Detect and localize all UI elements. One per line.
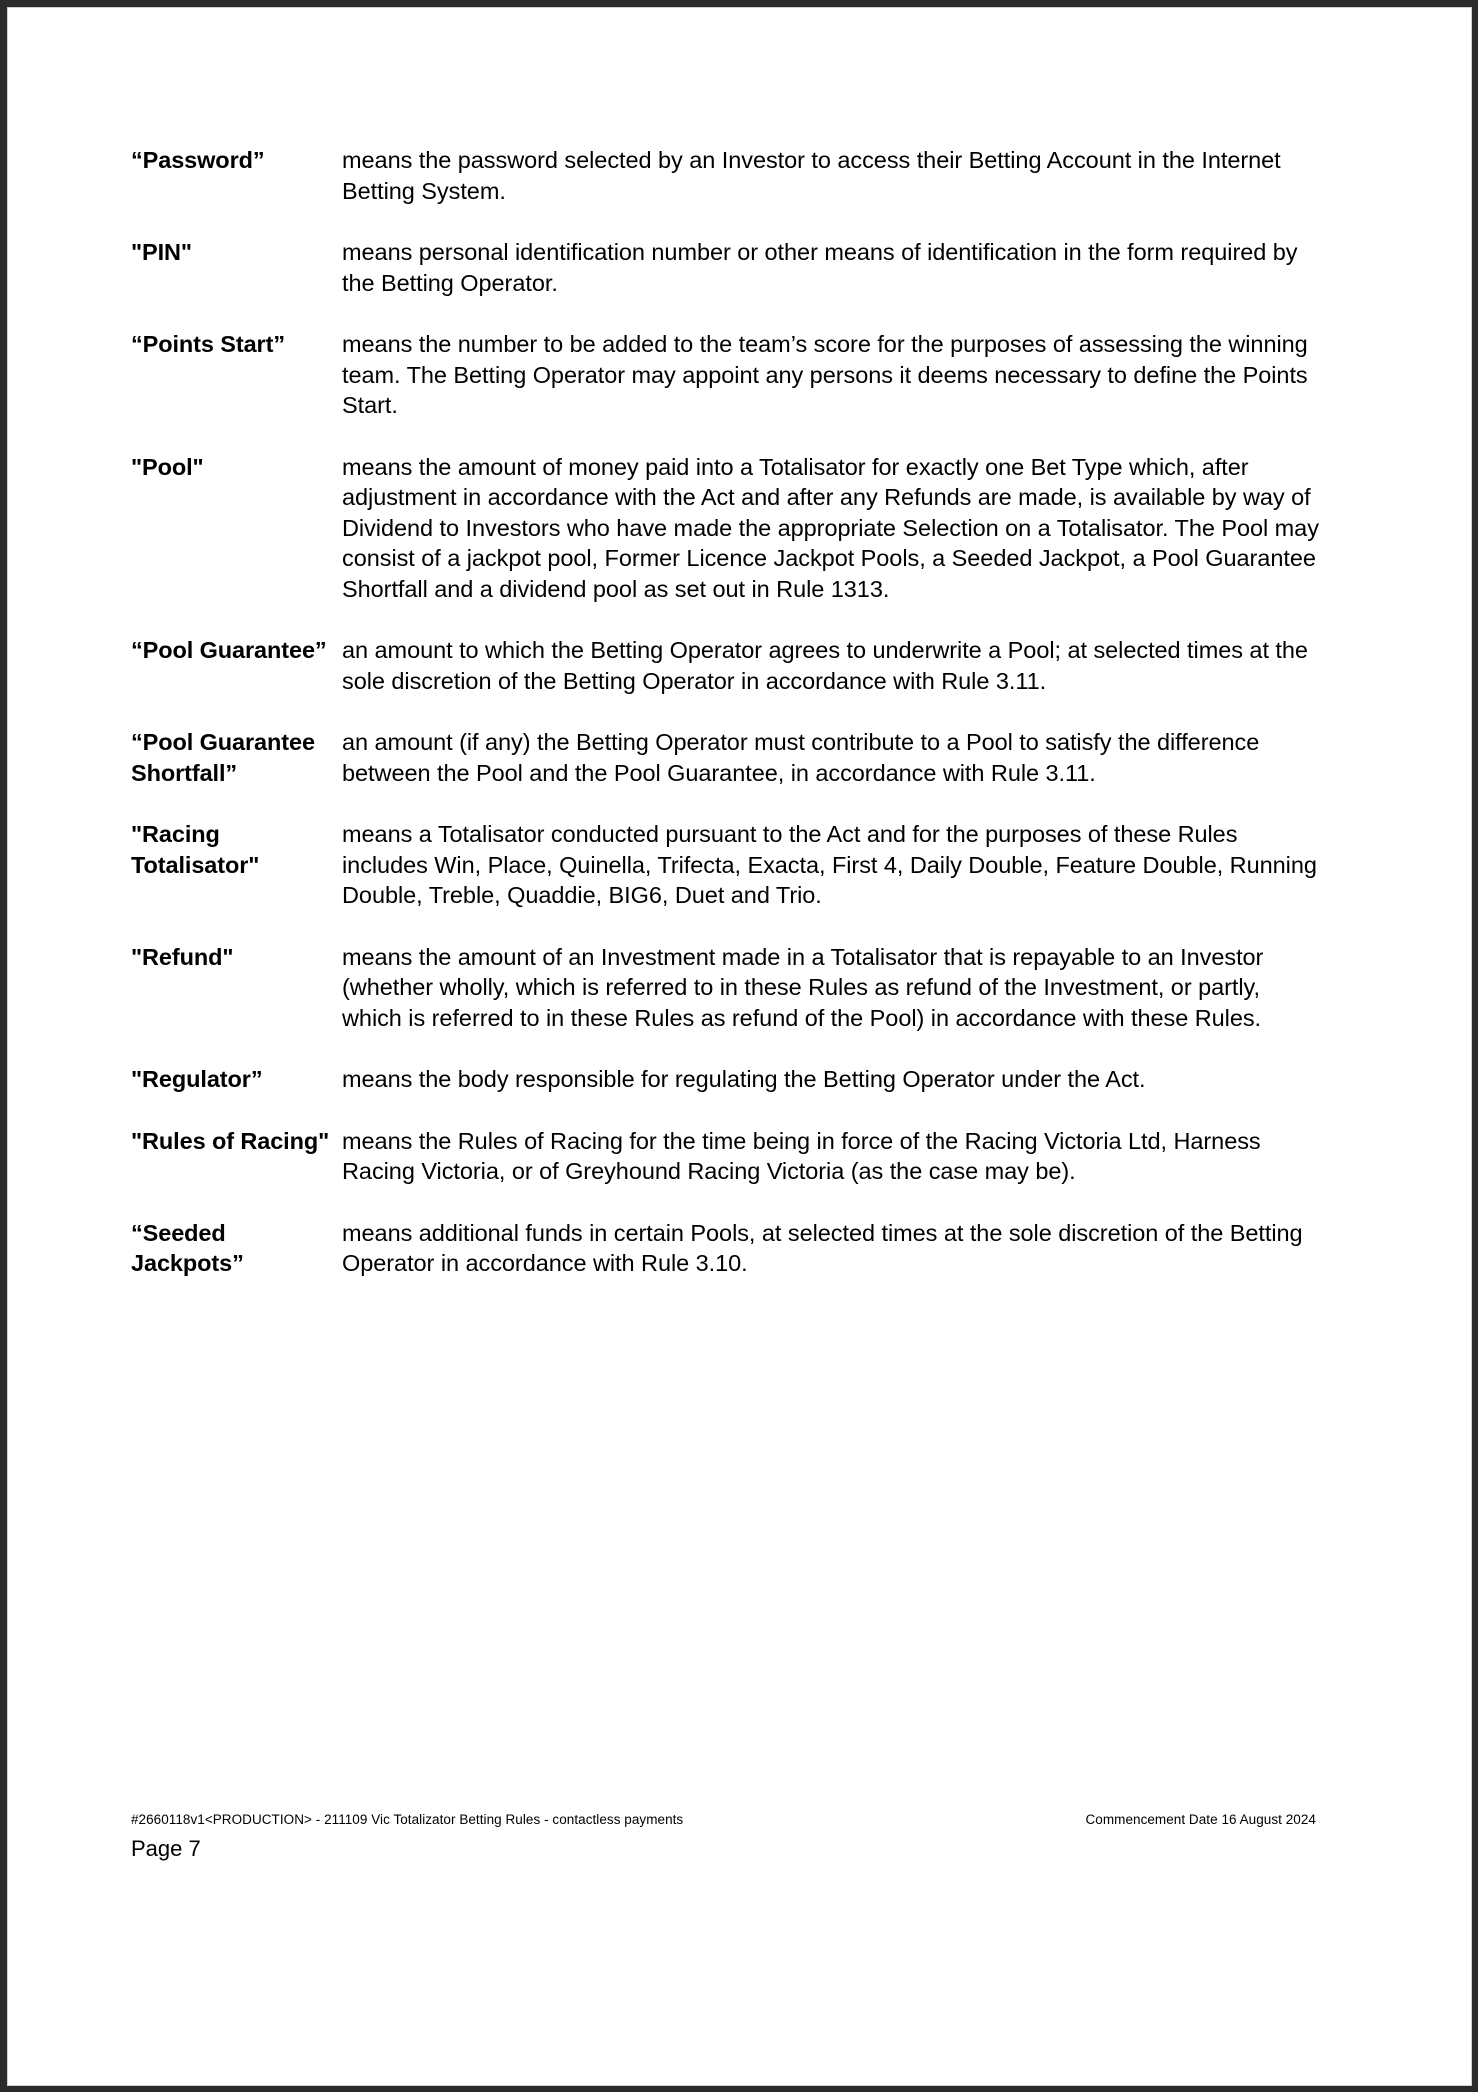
- definition-text: means the amount of an Investment made in a Totalisator that is repayable to an Investor (whether wholly, which is referred to in these Rules as refund of the Investment, or partly, which is referred to in these Rules as refund of the Pool) in accordance with these Rules.: [342, 943, 1264, 1031]
- definition-term: "PIN": [131, 239, 192, 265]
- definition-text: means the Rules of Racing for the time being in force of the Racing Victoria Ltd, Harness Racing Victoria, or of Greyhound Racing Victoria (as the case may be).: [342, 1127, 1261, 1184]
- definition-entry: [131, 145, 1321, 206]
- definition-term: "Regulator”: [131, 1066, 263, 1092]
- page-footer: [131, 1811, 1368, 1862]
- definitions-list: [131, 145, 1321, 1310]
- definition-text: means personal identification number or other means of identification in the form required by the Betting Operator.: [342, 239, 1298, 296]
- definition-term: "Refund": [131, 943, 234, 970]
- definition-text: an amount (if any) the Betting Operator must contribute to a Pool to satisfy the difference between the Pool and the Pool Guarantee, in accordance with Rule 3.11.: [342, 729, 1260, 786]
- definition-term: “Password”: [131, 147, 265, 173]
- definition-entry: [131, 237, 1321, 298]
- document-page: [7, 7, 1472, 2086]
- definition-term: "Racing Totalisator": [131, 821, 260, 878]
- definition-entry: [131, 452, 1321, 605]
- definition-entry: [131, 942, 1321, 1034]
- definition-term: "Pool": [131, 453, 204, 480]
- definition-entry: [131, 727, 1321, 788]
- definition-text: means the amount of money paid into a Totalisator for exactly one Bet Type which, after adjustment in accordance with the Act and after any Refunds are made, is available by way of Dividend to Investors who have made the appropriate Selection on a Totalisator. The Pool may consist of a jackpot pool, Former Licence Jackpot Pools, a Seeded Jackpot, a Pool Guarantee Shortfall and a dividend pool as set out in Rule 1313.: [342, 453, 1319, 602]
- definition-text: means additional funds in certain Pools, at selected times at the sole discretion of the Betting Operator in accordance with Rule 3.10.: [342, 1219, 1303, 1276]
- definition-text: an amount to which the Betting Operator agrees to underwrite a Pool; at selected times at the sole discretion of the Betting Operator in accordance with Rule 3.11.: [342, 637, 1308, 694]
- definition-text: means the body responsible for regulating the Betting Operator under the Act.: [342, 1066, 1146, 1092]
- definition-entry: [131, 819, 1321, 911]
- footer-commencement-date: Commencement Date 16 August 2024: [1085, 1812, 1316, 1827]
- definition-term: “Pool Guarantee”: [131, 637, 327, 663]
- definition-entry: [131, 329, 1321, 421]
- definition-entry: [131, 1218, 1321, 1279]
- definition-entry: [131, 1064, 1321, 1095]
- definition-text: means the password selected by an Investor to access their Betting Account in the Internet Betting System.: [342, 147, 1281, 204]
- definition-term: “Pool Guarantee Shortfall”: [131, 729, 315, 786]
- definition-text: means the number to be added to the team’s score for the purposes of assessing the winning team. The Betting Operator may appoint any persons it deems necessary to define the Points Start.: [342, 331, 1308, 418]
- definition-entry: [131, 635, 1321, 696]
- definition-term: “Points Start”: [131, 331, 285, 357]
- definition-entry: [131, 1126, 1321, 1187]
- definition-text: means a Totalisator conducted pursuant to the Act and for the purposes of these Rules includes Win, Place, Quinella, Trifecta, Exacta, First 4, Daily Double, Feature Double, Running Double, Treble, Quaddie, BIG6, Duet and Trio.: [342, 821, 1317, 908]
- definition-term: "Rules of Racing": [131, 1127, 330, 1154]
- footer-document-reference: #2660118v1<PRODUCTION> - 211109 Vic Totalizator Betting Rules - contactless payments: [131, 1812, 684, 1827]
- definition-term: “Seeded Jackpots”: [131, 1219, 244, 1276]
- page-number: Page 7: [131, 1836, 201, 1861]
- footer-line: [131, 1811, 1368, 1829]
